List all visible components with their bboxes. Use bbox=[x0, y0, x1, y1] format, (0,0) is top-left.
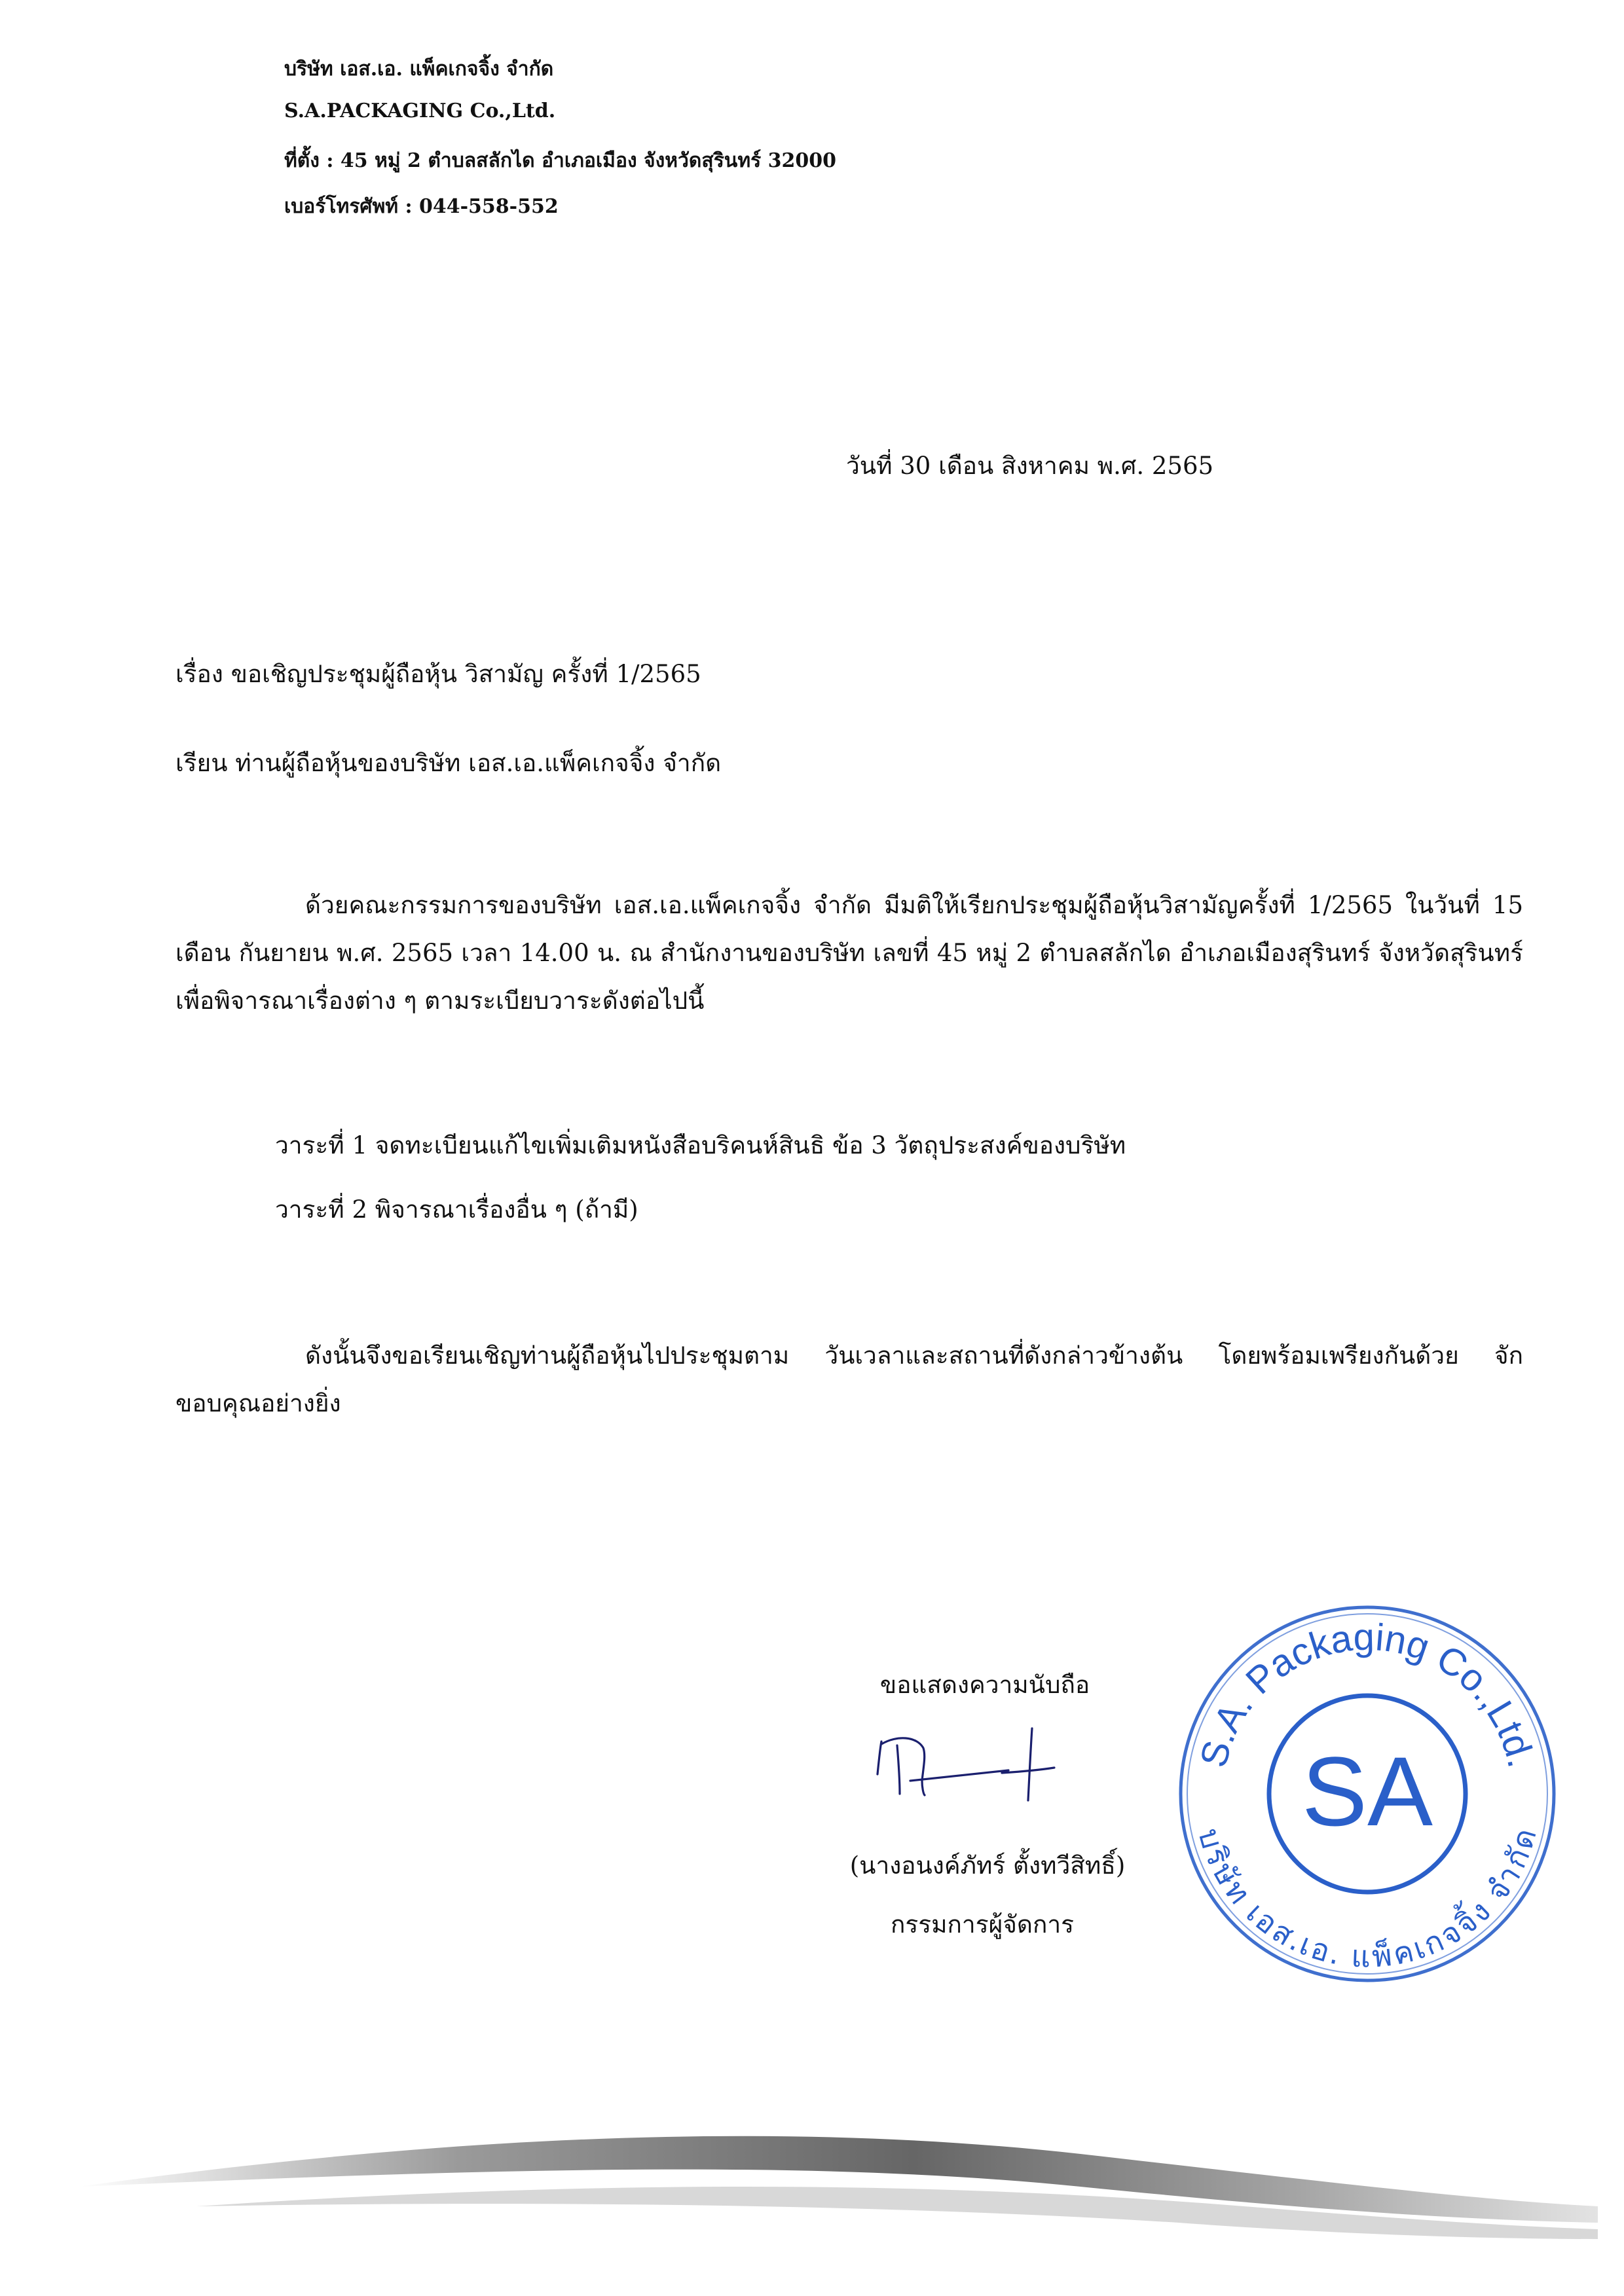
signer-name: (นางอนงค์ภัทร์ ตั้งทวีสิทธิ์) bbox=[849, 1851, 1126, 1880]
company-name-thai: บริษัท เอส.เอ. แพ็คเกจจิ้ง จำกัด bbox=[284, 58, 554, 81]
body-paragraph-1-text: ด้วยคณะกรรมการของบริษัท เอส.เอ.แพ็คเกจจิ้ง จำกัด มีมติให้เรียกประชุมผู้ถือหุ้นวิสามัญครั้งที่ 1/2565 ในวันที่ 15 เดือน กันยายน พ.ศ. 2565 เวลา 14.00 น. ณ สำนักงานของบริษัท เลขที่ 45 หมู่ 2 ตำบลสลักได อำเภอเมืองสุรินทร์ จังหวัดสุรินทร์ เพื่อพิจารณาเรื่องต่าง ๆ ตามระเบียบวาระดังต่อไปนี้ bbox=[175, 891, 1523, 1015]
closing-phrase: ขอแสดงความนับถือ bbox=[879, 1671, 1090, 1699]
body-paragraph-2 bbox=[175, 1332, 1523, 1427]
stamp-bottom-text: บริษัท เอส.เอ. แพ็คเกจจิ้ง จำกัด bbox=[1191, 1824, 1543, 1975]
body-paragraph-2-text: ดังนั้นจึงขอเรียนเชิญท่านผู้ถือหุ้นไปประชุมตาม วันเวลาและสถานที่ดังกล่าวข้างต้น โดยพร้อมเพรียงกันด้วย จักขอบคุณอย่างยิ่ง bbox=[175, 1341, 1523, 1417]
letter-salutation: เรียน ท่านผู้ถือหุ้นของบริษัท เอส.เอ.แพ็คเกจจิ้ง จำกัด bbox=[175, 749, 722, 777]
letter-date: วันที่ 30 เดือน สิงหาคม พ.ศ. 2565 bbox=[846, 452, 1214, 480]
agenda-item-1: วาระที่ 1 จดทะเบียนแก้ไขเพิ่มเติมหนังสือบริคนห์สินธิ ข้อ 3 วัตถุประสงค์ของบริษัท bbox=[275, 1131, 1126, 1159]
company-phone: เบอร์โทรศัพท์ : 044-558-552 bbox=[284, 195, 559, 218]
body-paragraph-1 bbox=[175, 881, 1523, 1025]
decorative-footer-wave bbox=[0, 2108, 1624, 2296]
stamp-center-text: SA bbox=[1301, 1736, 1433, 1846]
svg-text:บริษัท เอส.เอ. แพ็คเกจจิ้ง จำก bbox=[1191, 1825, 1543, 1975]
company-address: ที่ตั้ง : 45 หมู่ 2 ตำบลสลักได อำเภอเมือง จังหวัดสุรินทร์ 32000 bbox=[284, 149, 837, 172]
agenda-item-2: วาระที่ 2 พิจารณาเรื่องอื่น ๆ (ถ้ามี) bbox=[275, 1195, 638, 1224]
stamp-top-text: S.A. Packaging Co.,Ltd. bbox=[1192, 1615, 1543, 1772]
signer-title: กรรมการผู้จัดการ bbox=[890, 1910, 1075, 1939]
company-seal-stamp bbox=[1171, 1597, 1564, 1990]
company-name-english: S.A.PACKAGING Co.,Ltd. bbox=[284, 100, 556, 122]
handwritten-signature bbox=[871, 1722, 1067, 1813]
letter-subject: เรื่อง ขอเชิญประชุมผู้ถือหุ้น วิสามัญ ครั้งที่ 1/2565 bbox=[175, 660, 701, 688]
